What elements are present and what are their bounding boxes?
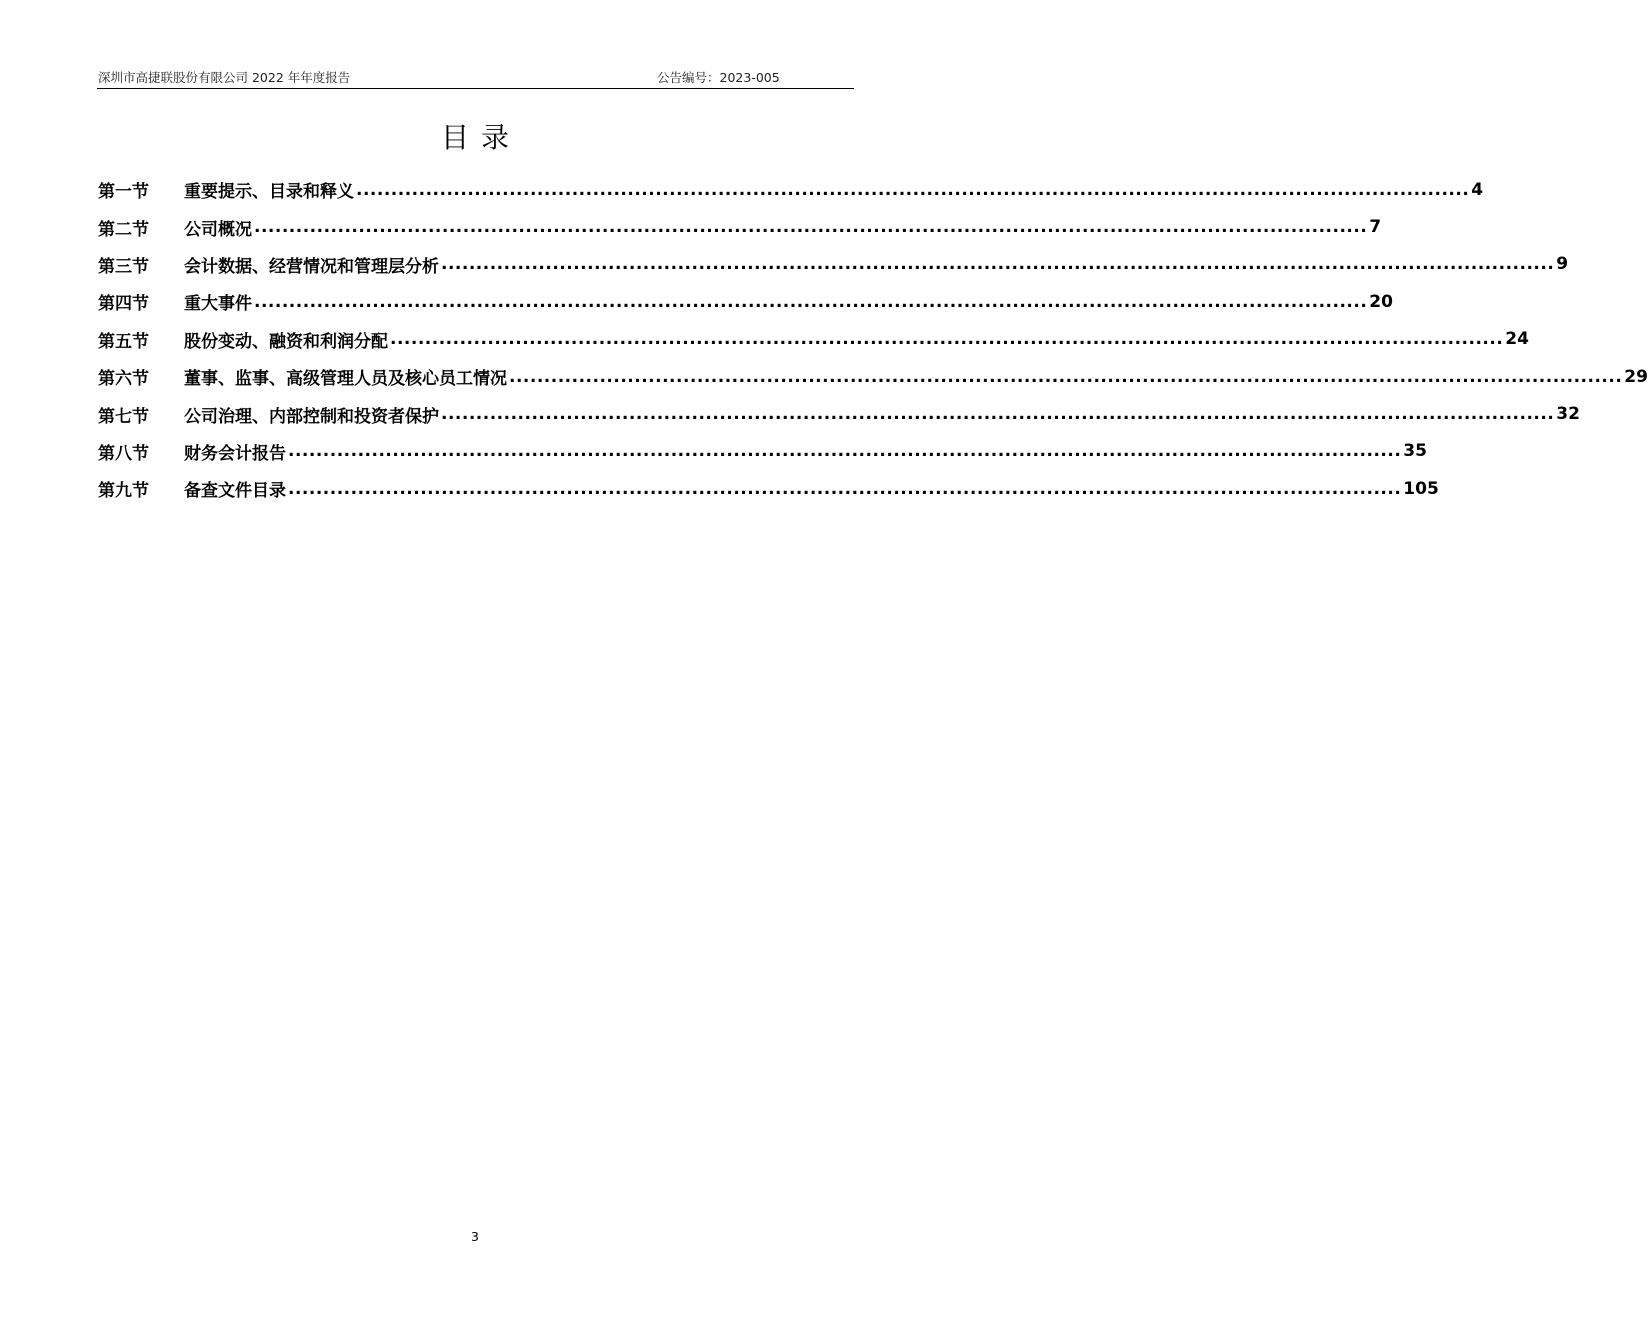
toc-section-number: 第一节 (98, 182, 149, 203)
report-title-header: 深圳市高捷联股份有限公司 2022 年年度报告 (98, 70, 351, 85)
toc-entry[interactable] (98, 358, 1648, 395)
toc-section-number: 第二节 (98, 219, 149, 240)
toc-entry[interactable] (98, 395, 1580, 432)
toc-page-number: 9 (1556, 254, 1569, 275)
toc-leader: ................................................................................................................................................................ (254, 217, 1368, 238)
toc-section-number: 第四节 (98, 294, 149, 315)
toc-entry[interactable] (98, 321, 1529, 358)
toc-heading: 目录 (440, 121, 521, 154)
toc-page-number: 4 (1471, 179, 1484, 200)
toc-section-number: 第七节 (98, 406, 149, 427)
toc-page-number: 35 (1403, 441, 1427, 462)
toc-section-title: 公司概况 (184, 219, 252, 240)
toc-section-title: 会计数据、经营情况和管理层分析 (184, 256, 439, 277)
toc-section-number: 第九节 (98, 481, 149, 502)
toc-entry[interactable] (98, 283, 1393, 320)
toc-leader: ................................................................................................................................................................ (356, 179, 1470, 200)
toc-page-number: 32 (1556, 404, 1580, 425)
toc-leader: ................................................................................................................................................................ (390, 329, 1504, 350)
toc-entry[interactable] (98, 470, 1439, 507)
toc-section-title: 备查文件目录 (184, 481, 286, 502)
toc-page-number: 105 (1403, 478, 1439, 499)
toc-leader: ................................................................................................................................................................ (288, 478, 1402, 499)
announcement-number: 公告编号：2023-005 (657, 70, 780, 85)
toc-page-number: 7 (1369, 217, 1382, 238)
toc-section-number: 第三节 (98, 256, 149, 277)
toc-entry[interactable] (98, 433, 1427, 470)
toc-entry[interactable] (98, 171, 1484, 208)
toc-page-number: 20 (1369, 291, 1393, 312)
toc-leader: ................................................................................................................................................................ (509, 366, 1623, 387)
toc-leader: ................................................................................................................................................................ (288, 441, 1402, 462)
page-number: 3 (471, 1229, 479, 1244)
toc-section-number: 第六节 (98, 369, 149, 390)
toc-page-number: 29 (1624, 366, 1648, 387)
toc-section-number: 第五节 (98, 331, 149, 352)
toc-section-title: 重大事件 (184, 294, 252, 315)
toc-leader: ................................................................................................................................................................ (441, 404, 1555, 425)
toc-leader: ................................................................................................................................................................ (254, 291, 1368, 312)
table-of-contents (98, 171, 1648, 508)
toc-section-title: 财务会计报告 (184, 443, 286, 464)
toc-entry[interactable] (98, 208, 1382, 245)
page-header (97, 66, 854, 89)
toc-section-title: 股份变动、融资和利润分配 (184, 331, 388, 352)
toc-section-title: 公司治理、内部控制和投资者保护 (184, 406, 439, 427)
toc-section-number: 第八节 (98, 443, 149, 464)
toc-section-title: 重要提示、目录和释义 (184, 182, 354, 203)
toc-entry[interactable] (98, 246, 1569, 283)
toc-leader: ................................................................................................................................................................ (441, 254, 1555, 275)
toc-page-number: 24 (1505, 329, 1529, 350)
toc-section-title: 董事、监事、高级管理人员及核心员工情况 (184, 369, 507, 390)
